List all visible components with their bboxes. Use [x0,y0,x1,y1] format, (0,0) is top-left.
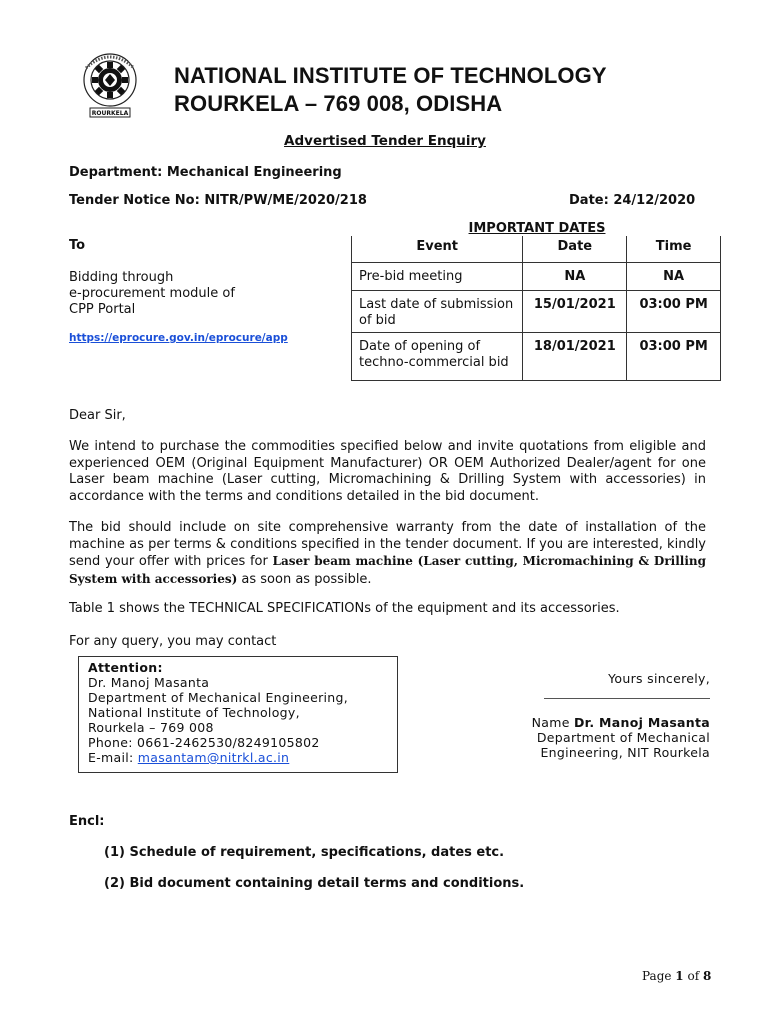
date-cell: NA [523,262,627,290]
bidding-line1: Bidding through [69,270,174,285]
attention-label: Attention: [88,660,163,675]
event-cell: Date of opening of techno-commercial bid [352,332,523,380]
spec-paragraph: Table 1 shows the TECHNICAL SPECIFICATIONs of the equipment and its accessories. [69,601,620,616]
page-total: 8 [702,969,712,983]
event-cell: Last date of submission of bid [352,290,523,332]
enclosures-label: Encl: [69,814,105,829]
time-cell: NA [627,262,721,290]
important-dates-table [351,236,721,381]
bidding-line3: CPP Portal [69,302,136,317]
page-num: 1 [675,969,684,983]
bid-paragraph-bold: Laser beam machine (Laser cutting, Micromachining & Drilling System with accessories) [69,554,707,586]
tender-notice: Tender Notice No: NITR/PW/ME/2020/218 [69,193,367,208]
time-cell: 03:00 PM [627,290,721,332]
email-link[interactable]: masantam@nitrkl.ac.in [137,750,290,765]
signer-dept-line2: Engineering, NIT Rourkela [540,745,710,760]
department: Department: Mechanical Engineering [69,165,342,180]
page-number [642,969,711,983]
contact-inst: National Institute of Technology, [88,705,300,720]
event-cell: Pre-bid meeting [352,262,523,290]
contact-city: Rourkela – 769 008 [88,720,214,735]
email-label: E-mail: [88,750,138,765]
time-cell: 03:00 PM [627,332,721,380]
contact-box [78,656,398,773]
contact-dept: Department of Mechanical Engineering, [88,690,349,705]
signer-name: Dr. Manoj Masanta [573,715,710,730]
important-dates-title: IMPORTANT DATES [468,221,606,236]
table-row [352,262,721,290]
header-date: Date [523,236,627,262]
institute-logo [72,50,148,120]
of-label: of [683,969,703,983]
enclosure-item: (2) Bid document containing detail terms and conditions. [104,876,525,891]
contact-name: Dr. Manoj Masanta [88,675,210,690]
closing: Yours sincerely, [608,671,710,686]
table-row [352,332,721,380]
table-row [352,290,721,332]
date-cell: 18/01/2021 [523,332,627,380]
notice-date: Date: 24/12/2020 [569,193,696,208]
contact-phone: Phone: 0661-2462530/8249105802 [88,735,320,750]
contact-email-row [88,750,388,765]
date-cell: 15/01/2021 [523,290,627,332]
institute-line1: NATIONAL INSTITUTE OF TECHNOLOGY [174,63,607,88]
bidding-line2: e-procurement module of [69,286,235,301]
page-title: Advertised Tender Enquiry [284,133,486,149]
enclosure-item: (1) Schedule of requirement, specifications, dates etc. [104,845,505,860]
contact-intro: For any query, you may contact [69,634,277,649]
institute-line2: ROURKELA – 769 008, ODISHA [174,91,503,116]
logo-text: ROURKELA [91,110,129,117]
page-label: Page [642,969,676,983]
intro-paragraph: We intend to purchase the commodities specified below and invite quotations from eligible and experienced OEM (Original Equipment Manufacturer) OR OEM Authorized Dealer/agent for one Laser beam machine (Laser cutting, Micromachining & Drilling System with accessories) in accordance with the terms and conditions detailed in the bid document. [69,439,706,504]
salutation: Dear Sir, [69,408,126,423]
signer-dept-line1: Department of Mechanical [536,730,710,745]
bid-paragraph-start: The bid should include on site comprehensive warranty from the date of installation of the machine as per terms & conditions specified in the tender document. If you are interested, kindly send your offer with prices for [69,520,706,569]
header-time: Time [627,236,721,262]
name-label: Name [531,715,574,730]
institute-name [174,62,607,118]
bid-paragraph-end: as soon as possible. [237,571,372,587]
header-event: Event [352,236,523,262]
bid-paragraph [69,520,706,588]
signer-name-row [532,715,710,730]
eprocure-link[interactable]: https://eprocure.gov.in/eprocure/app [69,332,288,344]
to-label: To [69,238,86,253]
bidding-info [69,270,269,318]
table-header-row [352,236,721,262]
signature-line [544,698,710,699]
